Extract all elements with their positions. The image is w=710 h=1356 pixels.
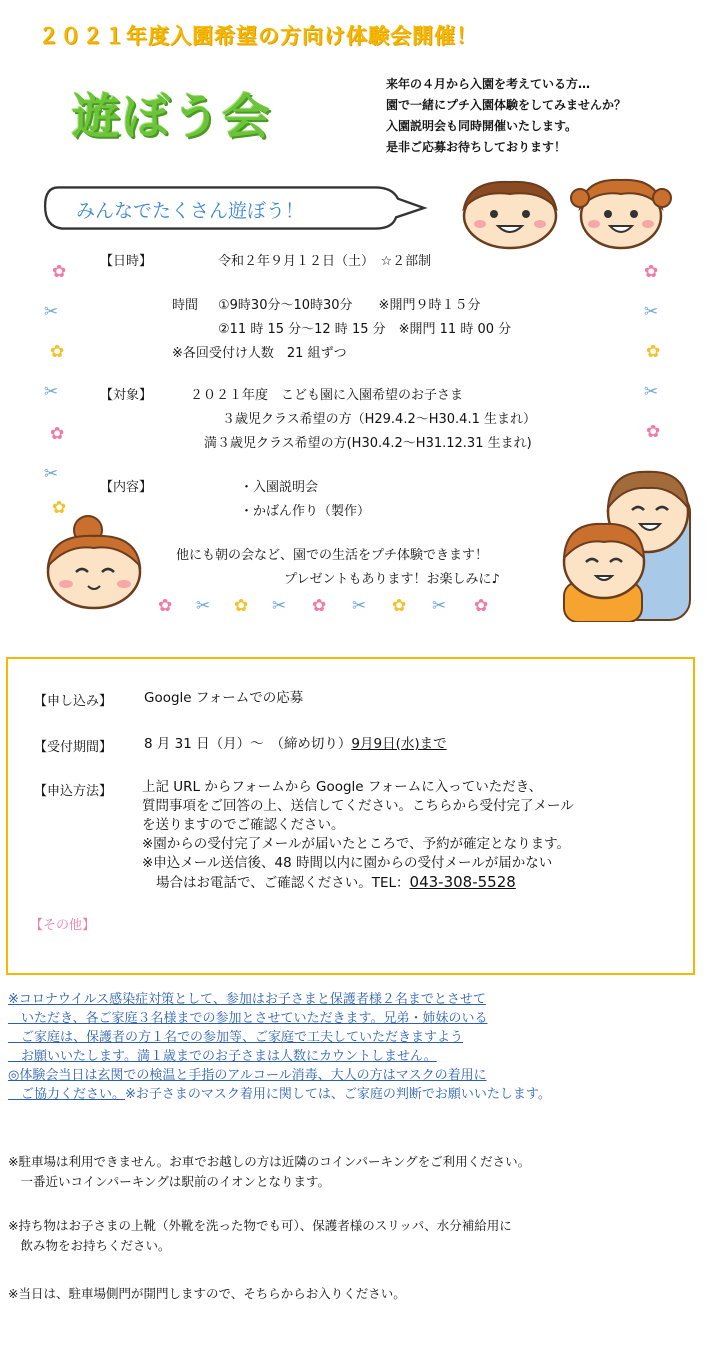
method-line: ※申込メール送信後、48 時間以内に園からの受付メールが届かない — [142, 855, 553, 871]
bow-icon: ✂ — [196, 596, 211, 616]
belongings-line: ※持ち物はお子さまの上靴（外靴を洗った物でも可）、保護者様のスリッパ、水分補給用に — [8, 1218, 512, 1233]
target-label: 【対象】 — [100, 388, 153, 403]
bow-icon: ✂ — [44, 464, 59, 484]
flower-icon: ✿ — [50, 424, 65, 444]
flower-icon: ✿ — [646, 342, 661, 362]
period-deadline: 9月9日(水)まで — [351, 736, 447, 752]
method-text — [142, 778, 574, 893]
flower-icon: ✿ — [312, 596, 327, 616]
intro-line: 入園説明会も同時開催いたします。 — [386, 119, 578, 133]
flower-icon: ✿ — [52, 498, 67, 518]
target-m3yo: 満３歳児クラス希望の方(H30.4.2～H31.12.31 生まれ) — [204, 436, 532, 451]
bow-icon: ✂ — [432, 596, 447, 616]
covid-line: ご家庭は、保護者の方１名での参加等、ご家庭で工夫していただきますよう — [8, 1030, 464, 1045]
datetime-value: 令和２年９月１２日（土） ☆２部制 — [218, 254, 432, 269]
kids-group-icon — [548, 462, 698, 622]
period-value — [144, 735, 447, 754]
period-start: 8 月 31 日（月）～ （締め切り） — [144, 736, 352, 752]
bow-icon: ✂ — [644, 382, 659, 402]
temp-line-2b: ※お子さまのマスク着用に関しては、ご家庭の判断でお願いいたします。 — [125, 1087, 551, 1102]
belongings-line: 飲み物をお持ちください。 — [8, 1238, 171, 1253]
temp-line-2 — [8, 1085, 551, 1104]
flower-icon: ✿ — [474, 596, 489, 616]
bow-icon: ✂ — [352, 596, 367, 616]
closing-line-1: 他にも朝の会など、園での生活をプチ体験できます！ — [176, 548, 489, 563]
covid-line: ※コロナウイルス感染症対策として、参加はお子さまと保護者様２名までとさせて — [8, 992, 486, 1007]
parking-note — [8, 1152, 530, 1192]
entrance-note: ※当日は、駐車場側門が開門しますので、そちらからお入りください。 — [8, 1286, 406, 1301]
flower-icon: ✿ — [646, 422, 661, 442]
child-face-icon — [566, 168, 676, 252]
method-line: 質問事項をご回答の上、送信してください。こちらから受付完了メール — [142, 798, 574, 814]
temp-line-2a: ご協力ください。 — [8, 1087, 126, 1102]
session-1: ①9時30分～10時30分 ※開門９時１５分 — [218, 298, 481, 313]
page-header-title: ２０２１年度入園希望の方向け体験会開催！ — [38, 24, 478, 48]
method-line: を送りますのでご確認ください。 — [142, 817, 345, 833]
other-label: 【その他】 — [30, 918, 96, 933]
method-line: 上記 URL からフォームから Google フォームに入っていただき、 — [142, 779, 543, 795]
intro-line: 是非ご応募お待ちしております！ — [386, 140, 567, 154]
intro-line: 来年の４月から入園を考えている方… — [386, 77, 591, 91]
flower-icon: ✿ — [644, 262, 659, 282]
bubble-text: みんなでたくさん遊ぼう！ — [76, 200, 305, 222]
apply-value: Google フォームでの応募 — [144, 690, 304, 706]
event-title: 遊ぼう会 — [72, 89, 273, 145]
target-3yo: ３歳児クラス希望の方（H29.4.2～H30.4.1 生まれ） — [222, 412, 536, 427]
covid-line: いただき、各ご家庭３名様までの参加とさせていただきます。兄弟・姉妹のいる — [8, 1011, 488, 1026]
target-main: ２０２１年度 こども園に入園希望のお子さま — [190, 388, 464, 403]
covid-line: お願いいたします。満１歳までのお子さまは人数にカウントしません。 — [8, 1049, 437, 1064]
parking-line: ※駐車場は利用できません。お車でお越しの方は近隣のコインパーキングをご利用ください。 — [8, 1154, 531, 1169]
datetime-label: 【日時】 — [100, 254, 153, 269]
belongings-note — [8, 1216, 512, 1256]
parking-line: 一番近いコインパーキングは駅前のイオンとなります。 — [8, 1174, 331, 1189]
time-label: 時間 — [172, 298, 199, 313]
session-2: ②11 時 15 分～12 時 15 分 ※開門 11 時 00 分 — [218, 322, 512, 337]
bow-icon: ✂ — [44, 382, 59, 402]
event-intro — [386, 74, 626, 158]
bow-icon: ✂ — [44, 302, 59, 322]
child-face-icon — [450, 172, 580, 252]
bow-icon: ✂ — [272, 596, 287, 616]
method-line — [142, 873, 574, 893]
phone-number[interactable]: 043-308-5528 — [409, 873, 516, 891]
period-label: 【受付期間】 — [34, 740, 113, 755]
method-last: 場合はお電話で、ご確認ください。TEL： — [156, 875, 410, 891]
closing-line-2: プレゼントもあります！お楽しみに♪ — [284, 572, 500, 587]
method-line: ※園からの受付完了メールが届いたところで、予約が確定となります。 — [142, 836, 571, 852]
flower-icon: ✿ — [50, 342, 65, 362]
method-label: 【申込方法】 — [34, 784, 113, 799]
flower-icon: ✿ — [158, 596, 173, 616]
content-item: ・かばん作り（製作） — [240, 504, 371, 519]
intro-line: 園で一緒にプチ入園体験をしてみませんか？ — [386, 98, 627, 112]
flower-icon: ✿ — [392, 596, 407, 616]
content-item: ・入園説明会 — [240, 480, 319, 495]
apply-label: 【申し込み】 — [34, 694, 113, 709]
capacity: ※各回受付け人数 21 組ずつ — [172, 346, 347, 361]
temp-line: ◎体験会当日は玄関での検温と手指のアルコール消毒、大人の方はマスクの着用に — [8, 1068, 487, 1083]
content-label: 【内容】 — [100, 480, 153, 495]
flower-icon: ✿ — [52, 262, 67, 282]
girl-face-icon — [36, 514, 156, 614]
bow-icon: ✂ — [644, 302, 659, 322]
flower-icon: ✿ — [234, 596, 249, 616]
covid-note — [8, 990, 551, 1104]
